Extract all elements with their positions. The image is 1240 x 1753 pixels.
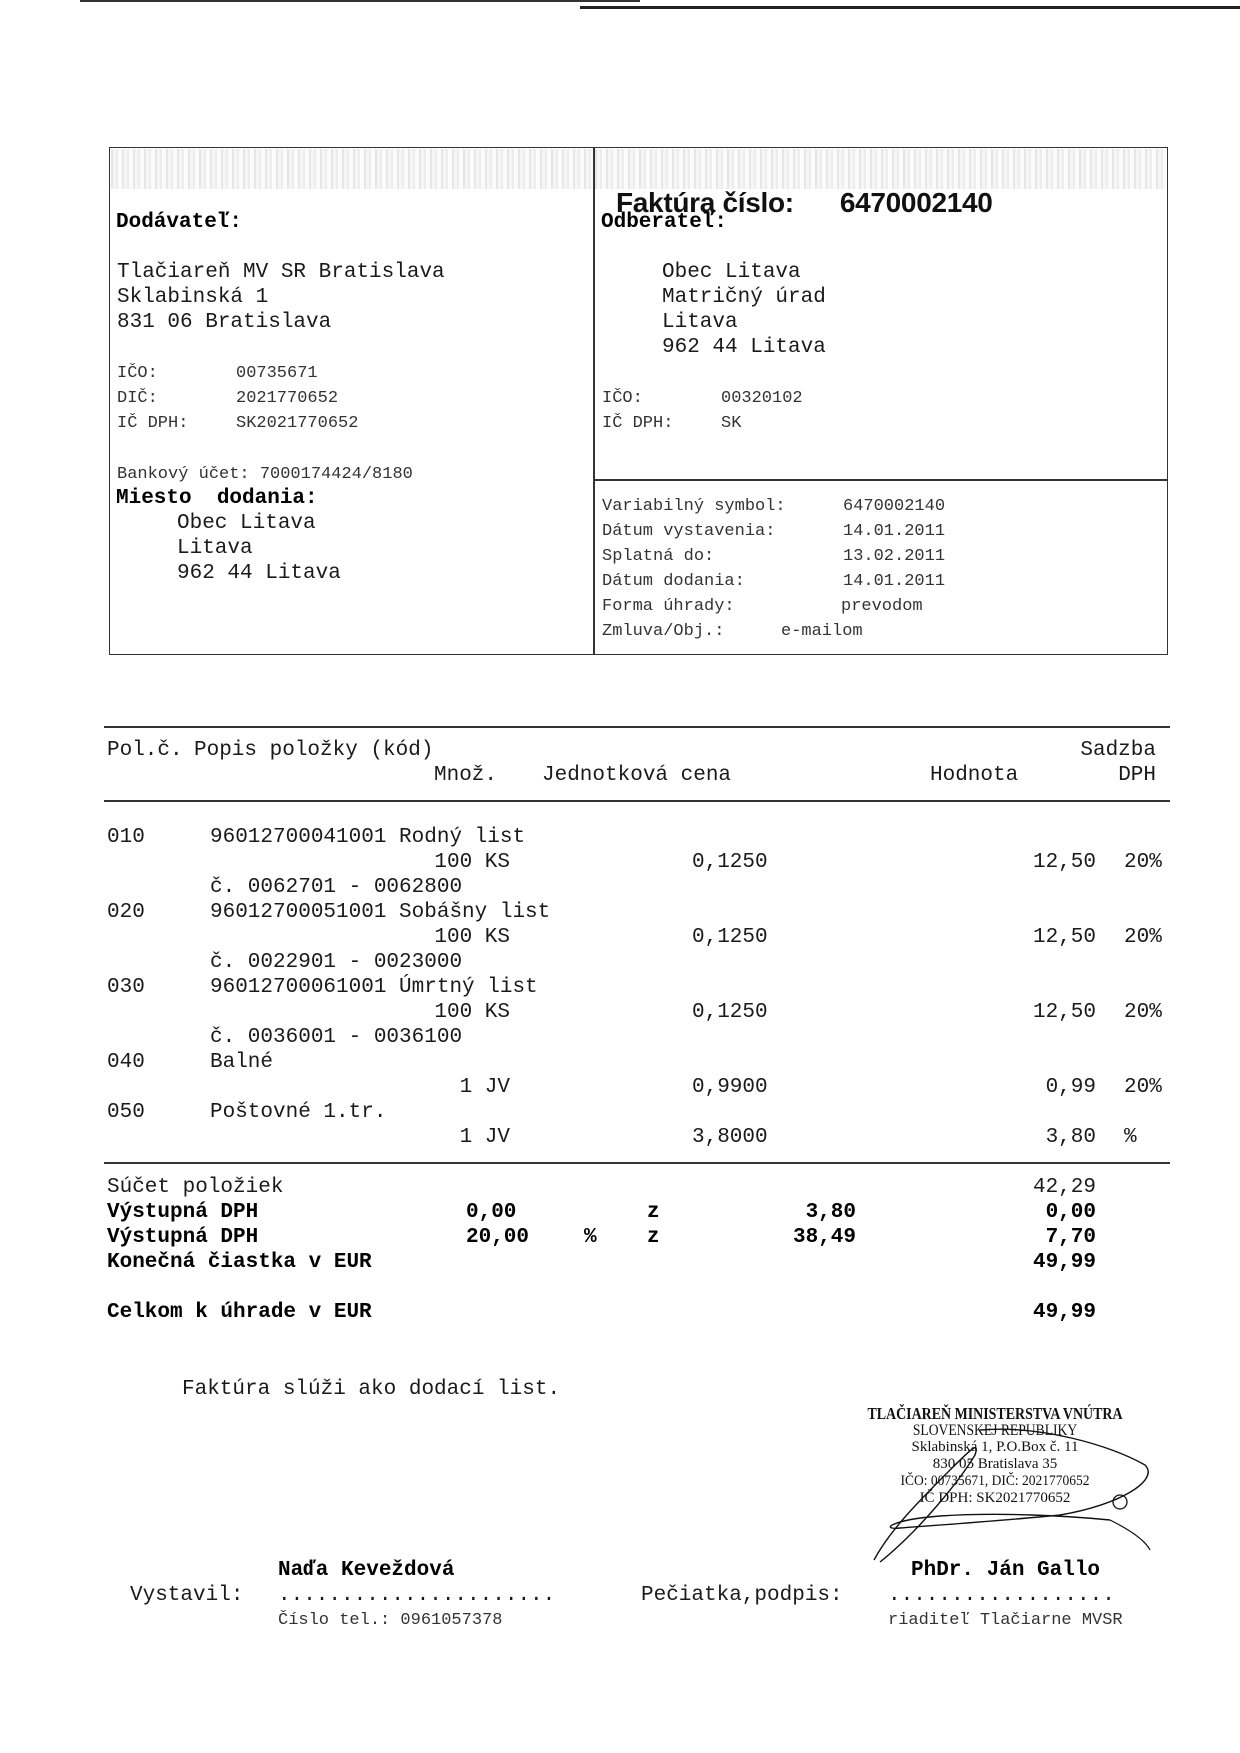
customer-icdph: SK xyxy=(721,414,742,433)
stamp-line: 830 05 Bratislava 35 xyxy=(932,1456,1058,1472)
row-unit-price: 0,1250 xyxy=(692,851,768,874)
delivery-line1: Obec Litava xyxy=(177,512,316,535)
table-bottom-rule xyxy=(104,1162,1170,1164)
vat20-pct: % xyxy=(584,1226,597,1249)
customer-icdph-label: IČ DPH: xyxy=(602,414,674,433)
supplier-icdph-label: IČ DPH: xyxy=(117,414,189,433)
table-top-rule xyxy=(104,726,1170,728)
row-value: 3,80 xyxy=(1045,1126,1096,1149)
header-desc: Popis položky (kód) xyxy=(194,739,434,762)
vat20-rate: 20,00 xyxy=(466,1226,530,1249)
header-rate-top: Sadzba xyxy=(1080,739,1156,762)
supplier-bank-label: Bankový účet: xyxy=(117,465,250,484)
supplier-ico-label: IČO: xyxy=(117,364,158,383)
payment-info-label: Forma úhrady: xyxy=(602,597,735,616)
payment-info-row xyxy=(602,544,946,569)
invoice-note: Faktúra slúži ako dodací list. xyxy=(182,1378,561,1401)
header-value: Hodnota xyxy=(930,764,1019,787)
sum-value: 42,29 xyxy=(1032,1176,1096,1199)
final-value: 49,99 xyxy=(1032,1251,1096,1274)
customer-divider xyxy=(593,479,1168,481)
row-pol: 030 xyxy=(107,976,145,999)
stamp-signature-label: Pečiatka,podpis: xyxy=(641,1584,843,1607)
payment-info-value: 13.02.2011 xyxy=(843,547,946,566)
row-desc: 96012700041001 Rodný list xyxy=(210,826,526,849)
vat20-base: 38,49 xyxy=(792,1226,856,1249)
stamp-line: SLOVENSKEJ REPUBLIKY xyxy=(912,1422,1078,1439)
row-qty: 100 KS xyxy=(434,926,510,949)
table-header-rule xyxy=(104,800,1170,802)
payment-info-value: prevodom xyxy=(841,597,923,616)
payment-info-label: Variabilný symbol: xyxy=(602,497,786,516)
payment-info-value: e-mailom xyxy=(781,622,863,641)
vat0-base: 3,80 xyxy=(805,1201,856,1224)
vat0-label: Výstupná DPH xyxy=(107,1201,259,1224)
customer-line1: Obec Litava xyxy=(662,261,801,284)
vat20-z: z xyxy=(647,1226,660,1249)
payment-info-row xyxy=(602,619,863,644)
row-unit-price: 0,1250 xyxy=(692,1001,768,1024)
payment-info-row xyxy=(602,569,946,594)
row-value: 0,99 xyxy=(1045,1076,1096,1099)
row-qty: 100 KS xyxy=(434,851,510,874)
supplier-dic-label: DIČ: xyxy=(117,389,158,408)
handwritten-signature xyxy=(860,1420,1160,1570)
vat20-label: Výstupná DPH xyxy=(107,1226,259,1249)
supplier-bank-account: 7000174424/8180 xyxy=(259,465,413,484)
customer-line3: Litava xyxy=(662,311,738,334)
final-label: Konečná čiastka v EUR xyxy=(107,1251,372,1274)
row-pol: 040 xyxy=(107,1051,145,1074)
row-value: 12,50 xyxy=(1032,1001,1096,1024)
header-rate-bottom: DPH xyxy=(1118,764,1156,787)
row-value: 12,50 xyxy=(1032,926,1096,949)
row-vat: 20% xyxy=(1124,1001,1162,1024)
supplier-dic: 2021770652 xyxy=(236,389,339,408)
supplier-ico: 00735671 xyxy=(236,364,318,383)
row-unit-price: 0,9900 xyxy=(692,1076,768,1099)
row-desc: Balné xyxy=(210,1051,274,1074)
stamp-line: Sklabinská 1, P.O.Box č. 11 xyxy=(911,1439,1079,1455)
vat0-amount: 0,00 xyxy=(1045,1201,1096,1224)
stamp-line: IČ DPH: SK2021770652 xyxy=(919,1490,1071,1506)
payment-info-label: Dátum vystavenia: xyxy=(602,522,776,541)
row-desc: Poštovné 1.tr. xyxy=(210,1101,387,1124)
due-value: 49,99 xyxy=(1032,1301,1096,1324)
payment-info-label: Splatná do: xyxy=(602,547,715,566)
row-qty: 1 JV xyxy=(459,1076,510,1099)
customer-line4: 962 44 Litava xyxy=(662,336,826,359)
row-qty: 100 KS xyxy=(434,1001,510,1024)
delivery-line3: 962 44 Litava xyxy=(177,562,341,585)
supplier-heading: Dodávateľ: xyxy=(116,211,243,234)
scan-edge-artifact xyxy=(80,0,640,2)
payment-info-row xyxy=(602,494,946,519)
row-vat: 20% xyxy=(1124,926,1162,949)
payment-info-label: Zmluva/Obj.: xyxy=(602,622,725,641)
director-name: PhDr. Ján Gallo xyxy=(911,1559,1101,1582)
row-value: 12,50 xyxy=(1032,851,1096,874)
column-divider xyxy=(593,147,595,655)
vat0-z: z xyxy=(647,1201,660,1224)
director-title: riaditeľ Tlačiarne MVSR xyxy=(888,1611,1123,1630)
invoice-number: 6470002140 xyxy=(839,187,993,218)
payment-info-label: Dátum dodania: xyxy=(602,572,745,591)
row-unit-price: 0,1250 xyxy=(692,926,768,949)
issuer-label: Vystavil: xyxy=(130,1584,244,1607)
customer-line2: Matričný úrad xyxy=(662,286,826,309)
supplier-city: 831 06 Bratislava xyxy=(117,311,332,334)
row-vat: 20% xyxy=(1124,1076,1162,1099)
issuer-signature-line: ...................... xyxy=(278,1584,556,1607)
scan-edge-artifact xyxy=(580,6,1240,9)
issuer-name: Naďa Keveždová xyxy=(278,1559,455,1582)
row-vat: 20% xyxy=(1124,851,1162,874)
delivery-line2: Litava xyxy=(177,537,253,560)
row-unit-price: 3,8000 xyxy=(692,1126,768,1149)
row-note: č. 0062701 - 0062800 xyxy=(210,876,463,899)
supplier-icdph: SK2021770652 xyxy=(236,414,359,433)
row-pol: 010 xyxy=(107,826,145,849)
vat20-amount: 7,70 xyxy=(1045,1226,1096,1249)
header-pol: Pol.č. xyxy=(107,739,183,762)
customer-heading: Odberateľ: xyxy=(601,211,728,234)
sum-label: Súčet položiek xyxy=(107,1176,284,1199)
header-unit-price: Jednotková cena xyxy=(542,764,732,787)
vat0-rate: 0,00 xyxy=(466,1201,517,1224)
header-qty: Množ. xyxy=(434,764,498,787)
payment-info-value: 6470002140 xyxy=(843,497,946,516)
row-pol: 050 xyxy=(107,1101,145,1124)
row-note: č. 0036001 - 0036100 xyxy=(210,1026,463,1049)
payment-info-row xyxy=(602,519,946,544)
invoice-title-label: Faktúra číslo: xyxy=(615,187,794,218)
director-signature-line: .................. xyxy=(888,1584,1115,1607)
payment-info-row xyxy=(602,594,923,619)
customer-ico: 00320102 xyxy=(721,389,803,408)
supplier-bank xyxy=(117,462,413,487)
row-desc: 96012700051001 Sobášny list xyxy=(210,901,551,924)
stamp-line: IČO: 00735671, DIČ: 2021770652 xyxy=(900,1473,1090,1489)
payment-info-value: 14.01.2011 xyxy=(843,522,946,541)
payment-info-value: 14.01.2011 xyxy=(843,572,946,591)
row-desc: 96012700061001 Úmrtný list xyxy=(210,976,538,999)
row-vat: % xyxy=(1124,1126,1137,1149)
issuer-phone: Číslo tel.: 0961057378 xyxy=(278,1611,503,1630)
row-pol: 020 xyxy=(107,901,145,924)
stamp-line: TLAČIAREŇ MINISTERSTVA VNÚTRA xyxy=(867,1404,1123,1423)
due-label: Celkom k úhrade v EUR xyxy=(107,1301,372,1324)
delivery-heading: Miesto dodania: xyxy=(116,487,318,510)
customer-ico-label: IČO: xyxy=(602,389,643,408)
supplier-name: Tlačiareň MV SR Bratislava xyxy=(117,261,445,284)
row-note: č. 0022901 - 0023000 xyxy=(210,951,463,974)
row-qty: 1 JV xyxy=(459,1126,510,1149)
supplier-street: Sklabinská 1 xyxy=(117,286,269,309)
